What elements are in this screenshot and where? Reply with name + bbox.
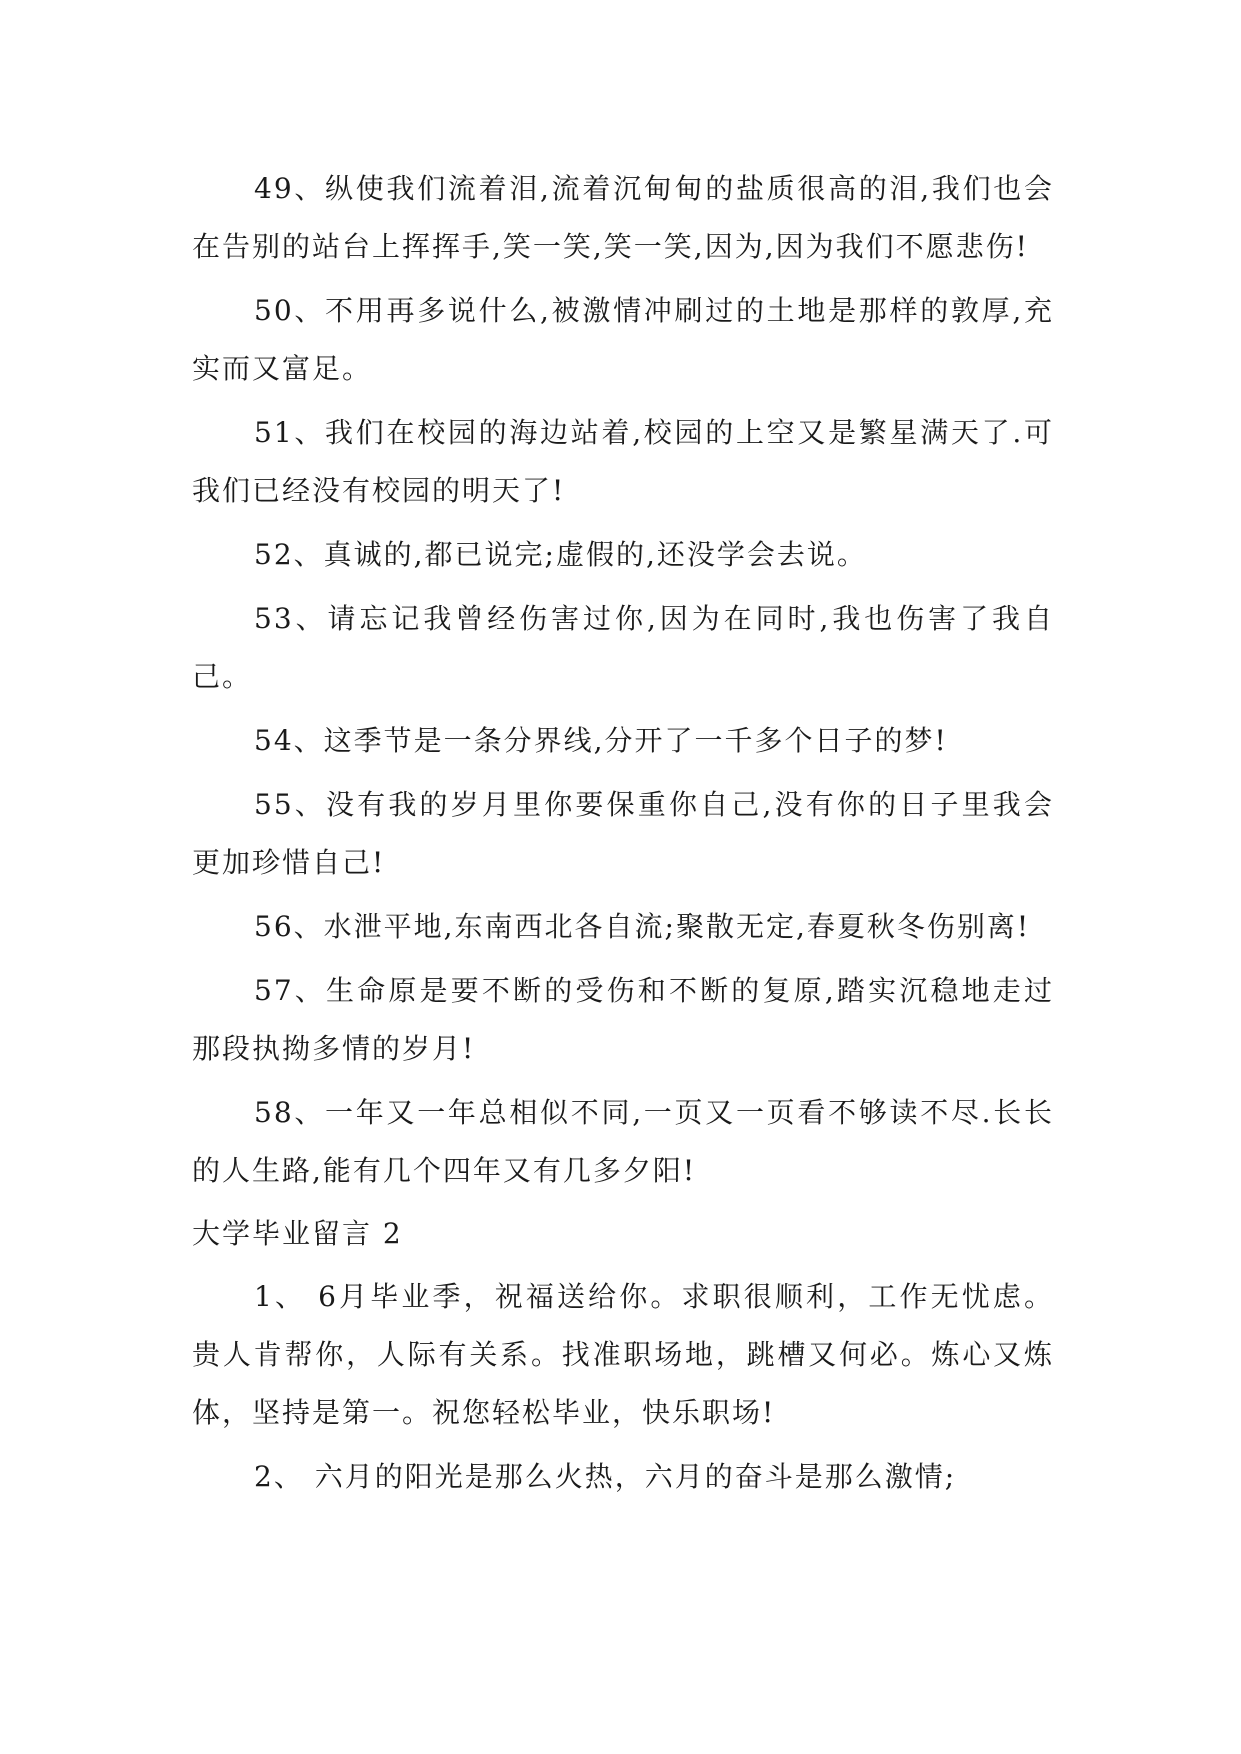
paragraph-57: 57、生命原是要不断的受伤和不断的复原,踏实沉稳地走过那段执拗多情的岁月! [192,974,1054,1065]
paragraph-49: 49、纵使我们流着泪,流着沉甸甸的盐质很高的泪,我们也会在告别的站台上挥挥手,笑一笑,笑一笑,因为,因为我们不愿悲伤! [192,172,1054,263]
paragraph-54: 54、这季节是一条分界线,分开了一千多个日子的梦! [254,724,948,757]
section-heading: 大学毕业留言 2 [192,1217,403,1250]
paragraph-52: 52、真诚的,都已说完;虚假的,还没学会去说。 [254,538,867,571]
paragraph-56: 56、水泄平地,东南西北各自流;聚散无定,春夏秋冬伤别离! [254,910,1031,943]
paragraph-2-2: 2、 六月的阳光是那么火热，六月的奋斗是那么激情; [254,1460,957,1493]
paragraph-53: 53、请忘记我曾经伤害过你,因为在同时,我也伤害了我自己。 [192,602,1054,693]
paragraph-2-1: 1、 6月毕业季，祝福送给你。求职很顺利，工作无忧虑。贵人肯帮你，人际有关系。找准职场地，跳槽又何必。炼心又炼体，坚持是第一。祝您轻松毕业，快乐职场! [192,1280,1054,1429]
paragraph-51: 51、我们在校园的海边站着,校园的上空又是繁星满天了.可我们已经没有校园的明天了! [192,416,1054,507]
document-body [192,160,1054,1512]
paragraph-58: 58、一年又一年总相似不同,一页又一页看不够读不尽.长长的人生路,能有几个四年又有几多夕阳! [192,1096,1054,1187]
paragraph-55: 55、没有我的岁月里你要保重你自己,没有你的日子里我会更加珍惜自己! [192,788,1054,879]
paragraph-50: 50、不用再多说什么,被激情冲刷过的土地是那样的敦厚,充实而又富足。 [192,294,1054,385]
